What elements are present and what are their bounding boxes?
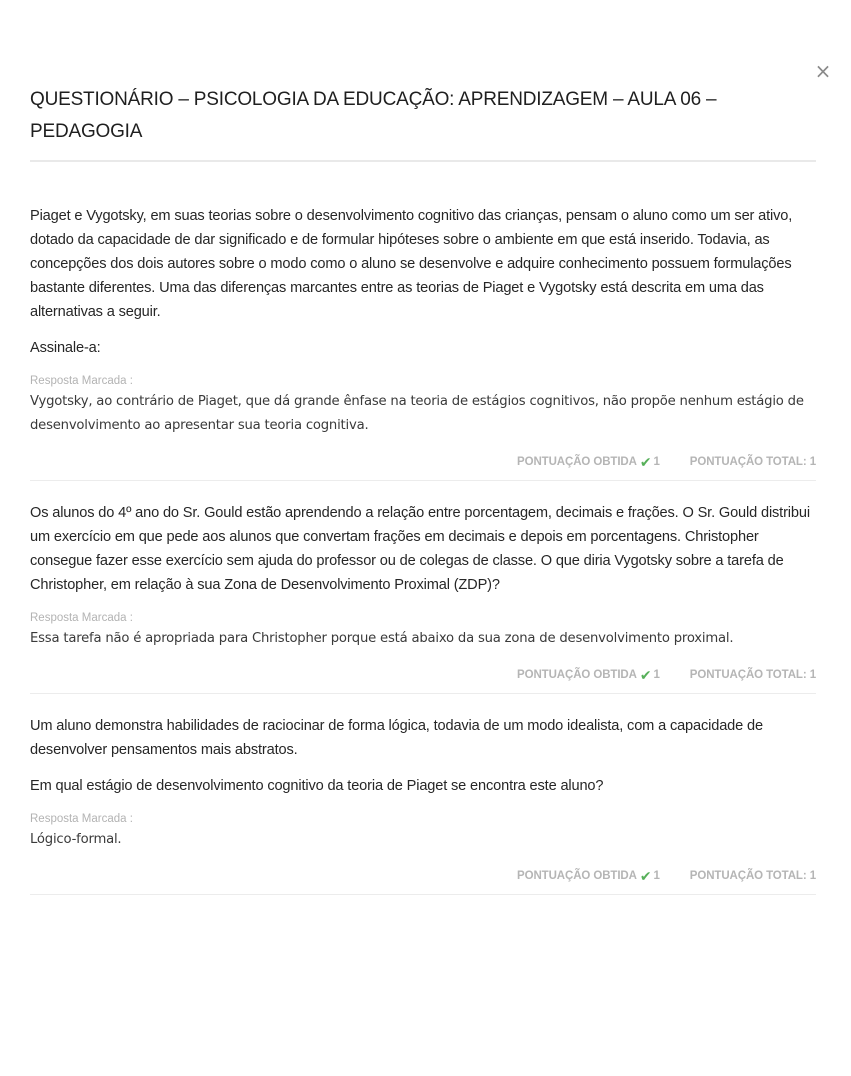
score-total [690, 870, 816, 882]
score-row [30, 657, 816, 693]
score-row [30, 858, 816, 894]
answer-label: Resposta Marcada : [30, 813, 133, 825]
score-total-value: 1 [809, 870, 816, 882]
score-total-value: 1 [809, 456, 816, 468]
question-item [30, 481, 816, 694]
score-total-label: PONTUAÇÃO TOTAL: [689, 669, 807, 681]
score-obtained [517, 667, 660, 684]
answer-label: Resposta Marcada : [30, 375, 133, 387]
score-total-label: PONTUAÇÃO TOTAL: [689, 870, 807, 882]
question-text: Piaget e Vygotsky, em suas teorias sobre o desenvolvimento cognitivo das crianças, pensam o aluno como um ser ativo, dotado da capacidade de dar significado e de formular hipóteses sobre o ambiente em que está inserido. Todavia, as concepções dos dois autores sobre o modo como o aluno se desenvolve e adquire conhecimento possuem formulações bastante diferentes. Uma das diferenças marcantes entre as teorias de Piaget e Vygotsky está descrita em uma das alternativas a seguir. [30, 208, 793, 320]
score-total-value: 1 [809, 669, 816, 681]
score-obtained-label: PONTUAÇÃO OBTIDA [517, 669, 637, 681]
question-text: Um aluno demonstra habilidades de raciocinar de forma lógica, todavia de um modo idealista, com a capacidade de desenvolver pensamentos mais abstratos. [30, 718, 763, 758]
score-total-label: PONTUAÇÃO TOTAL: [689, 456, 807, 468]
score-obtained-label: PONTUAÇÃO OBTIDA [517, 870, 637, 882]
score-obtained-value: 1 [653, 456, 660, 468]
question-instruction: Assinale-a: [30, 340, 101, 356]
page-title: QUESTIONÁRIO – PSICOLOGIA DA EDUCAÇÃO: APRENDIZAGEM – AULA 06 – PEDAGOGIA [30, 89, 717, 142]
check-icon: ✔ [639, 666, 652, 683]
question-item [30, 694, 816, 895]
score-total [690, 669, 816, 681]
answer-label: Resposta Marcada : [30, 612, 133, 624]
question-list [30, 204, 816, 895]
check-icon: ✔ [639, 453, 652, 470]
score-obtained [517, 454, 660, 471]
close-icon[interactable]: × [814, 59, 832, 83]
marked-answer: Essa tarefa não é apropriada para Christopher porque está abaixo da sua zona de desenvolvimento proximal. [30, 631, 734, 646]
modal-header [30, 84, 816, 162]
score-total [690, 456, 816, 468]
score-row [30, 444, 816, 480]
question-instruction: Em qual estágio de desenvolvimento cognitivo da teoria de Piaget se encontra este aluno? [30, 778, 604, 794]
check-icon: ✔ [639, 867, 652, 884]
marked-answer: Lógico-formal. [30, 832, 122, 847]
marked-answer: Vygotsky, ao contrário de Piaget, que dá grande ênfase na teoria de estágios cognitivos, não propõe nenhum estágio de desenvolvimento ao apresentar sua teoria cognitiva. [30, 394, 804, 433]
header-divider [30, 160, 816, 162]
question-text: Os alunos do 4º ano do Sr. Gould estão aprendendo a relação entre porcentagem, decimais e frações. O Sr. Gould distribui um exercício em que pede aos alunos que convertam frações em decimais e depois em porcentagens. Christopher consegue fazer esse exercício sem ajuda do professor ou de colegas de classe. O que diria Vygotsky sobre a tarefa de Christopher, em relação à sua Zona de Desenvolvimento Proximal (ZDP)? [30, 505, 810, 593]
score-obtained [517, 868, 660, 885]
score-obtained-label: PONTUAÇÃO OBTIDA [517, 456, 637, 468]
score-obtained-value: 1 [653, 870, 660, 882]
question-item [30, 204, 816, 481]
score-obtained-value: 1 [653, 669, 660, 681]
